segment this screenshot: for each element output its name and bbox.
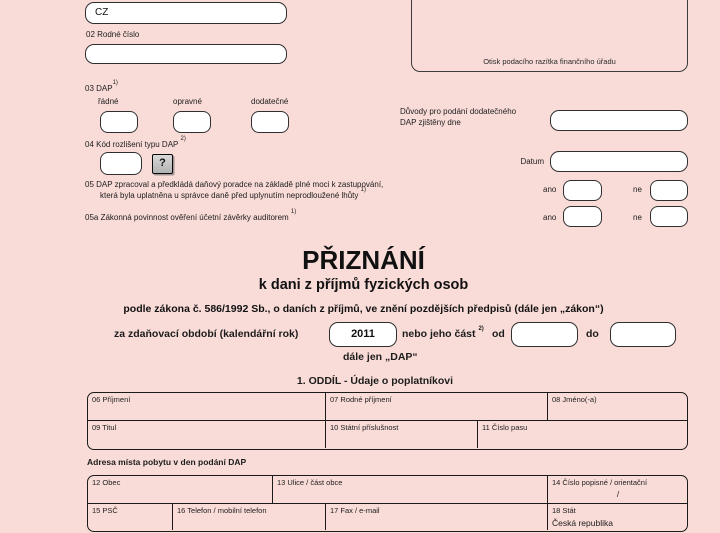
form-title: PŘIZNÁNÍ bbox=[302, 245, 425, 275]
field-05a-label: 05a Zákonná povinnost ověření účetní závěrky auditorem $^{1)}$ bbox=[85, 209, 297, 222]
field-05-ano-checkbox[interactable] bbox=[563, 180, 602, 201]
stamp-box bbox=[411, 0, 688, 72]
help-button[interactable]: ? bbox=[152, 154, 173, 174]
period-od-input[interactable] bbox=[511, 322, 578, 347]
field-05a-ano-checkbox[interactable] bbox=[563, 206, 602, 227]
field-03-label: 03 DAP$^{1)}$ bbox=[85, 80, 118, 93]
dodatecne-duvody-label: Důvody pro podání dodatečného DAP zjištěny dne bbox=[400, 107, 517, 127]
field-18-stat-value: Česká republika bbox=[552, 518, 613, 528]
field-07-rodne-prijmeni-cell[interactable]: 07 Rodné příjmení bbox=[326, 393, 548, 420]
field-05a-ne-checkbox[interactable] bbox=[650, 206, 688, 227]
field-14-cislo-popisne-cell[interactable]: 14 Číslo popisné / orientační / bbox=[548, 476, 687, 503]
stamp-box-label: Otisk podacího razítka finančního úřadu bbox=[483, 57, 616, 66]
address-table bbox=[87, 475, 688, 532]
section1-heading: 1. ODDÍL - Údaje o poplatníkovi bbox=[296, 375, 454, 387]
field-09-titul-cell[interactable]: 09 Titul bbox=[88, 421, 326, 448]
field-02-rodne-cislo-input[interactable] bbox=[85, 44, 287, 64]
field-12-obec-cell[interactable]: 12 Obec bbox=[88, 476, 273, 503]
period-do-input[interactable] bbox=[610, 322, 676, 347]
table-row bbox=[88, 504, 687, 530]
dic-value: CZ bbox=[95, 7, 109, 18]
field-11-cislo-pasu-cell[interactable]: 11 Číslo pasu bbox=[482, 423, 528, 432]
field-05a-ne-label: ne bbox=[633, 213, 642, 222]
field-15-psc-cell[interactable]: 15 PSČ bbox=[88, 504, 173, 530]
table-row bbox=[88, 421, 687, 448]
period-od-label: od bbox=[492, 328, 505, 340]
datum-input[interactable] bbox=[550, 151, 688, 172]
law-reference-line: podle zákona č. 586/1992 Sb., o daních z příjmů, ve znění pozdějších předpisů (dále jen „zákon“) bbox=[123, 303, 604, 315]
field-06-prijmeni-cell[interactable]: 06 Příjmení bbox=[88, 393, 326, 420]
period-do-label: do bbox=[586, 328, 599, 340]
field-08-jmeno-cell[interactable]: 08 Jméno(-a) bbox=[552, 395, 597, 404]
address-heading: Adresa místa pobytu v den podání DAP bbox=[87, 457, 247, 467]
field-01-dic-input[interactable] bbox=[85, 2, 287, 24]
field-04-label: 04 Kód rozlišení typu DAP $^{2)}$ bbox=[85, 136, 186, 149]
field-05-ne-label: ne bbox=[633, 185, 642, 194]
field-13-ulice-cell[interactable]: 13 Ulice / část obce bbox=[273, 476, 548, 503]
field-16-telefon-cell[interactable]: 16 Telefon / mobilní telefon bbox=[173, 504, 326, 530]
field-10-statni-prislusnost-cell[interactable]: 10 Státní příslušnost bbox=[326, 421, 478, 448]
table-row bbox=[88, 476, 687, 504]
field-17-fax-email-cell[interactable]: 17 Fax / e-mail bbox=[326, 504, 548, 530]
field-04-kod-input[interactable] bbox=[100, 152, 142, 175]
period-middle-label: nebo jeho část $^{2)}$ bbox=[402, 325, 484, 340]
option-opravne-label: opravné bbox=[173, 97, 202, 106]
field-05-ano-label: ano bbox=[543, 185, 557, 194]
dap-radne-checkbox[interactable] bbox=[100, 111, 138, 133]
field-05a-ano-label: ano bbox=[543, 213, 557, 222]
dap-note-label: dále jen „DAP“ bbox=[343, 351, 418, 363]
tax-year-input[interactable] bbox=[329, 322, 397, 347]
table-row bbox=[88, 393, 687, 421]
option-radne-label: řádné bbox=[98, 97, 119, 106]
field-05-ne-checkbox[interactable] bbox=[650, 180, 688, 201]
dap-opravne-checkbox[interactable] bbox=[173, 111, 211, 133]
dodatecne-duvody-date-input[interactable] bbox=[550, 110, 688, 131]
field-18-stat-cell[interactable]: 18 Stát Česká republika bbox=[548, 504, 687, 530]
period-prefix-label: za zdaňovací období (kalendářní rok) bbox=[114, 328, 299, 340]
taxpayer-table bbox=[87, 392, 688, 450]
field-05-label: 05 DAP zpracoval a předkládá daňový poradce na základě plné moci k zastupování, která byla uplatněna u správce daně před uplynutím neprodloužené lhůty $^{1)}$ bbox=[85, 180, 384, 200]
form-subtitle: k dani z příjmů fyzických osob bbox=[258, 277, 469, 293]
cislo-popisne-slash: / bbox=[616, 490, 620, 499]
datum-label: Datum bbox=[520, 157, 544, 166]
dap-dodatecne-checkbox[interactable] bbox=[251, 111, 289, 133]
option-dodatecne-label: dodatečné bbox=[251, 97, 289, 106]
field-02-label: 02 Rodné číslo bbox=[86, 30, 140, 39]
tax-year-value: 2011 bbox=[351, 328, 375, 340]
